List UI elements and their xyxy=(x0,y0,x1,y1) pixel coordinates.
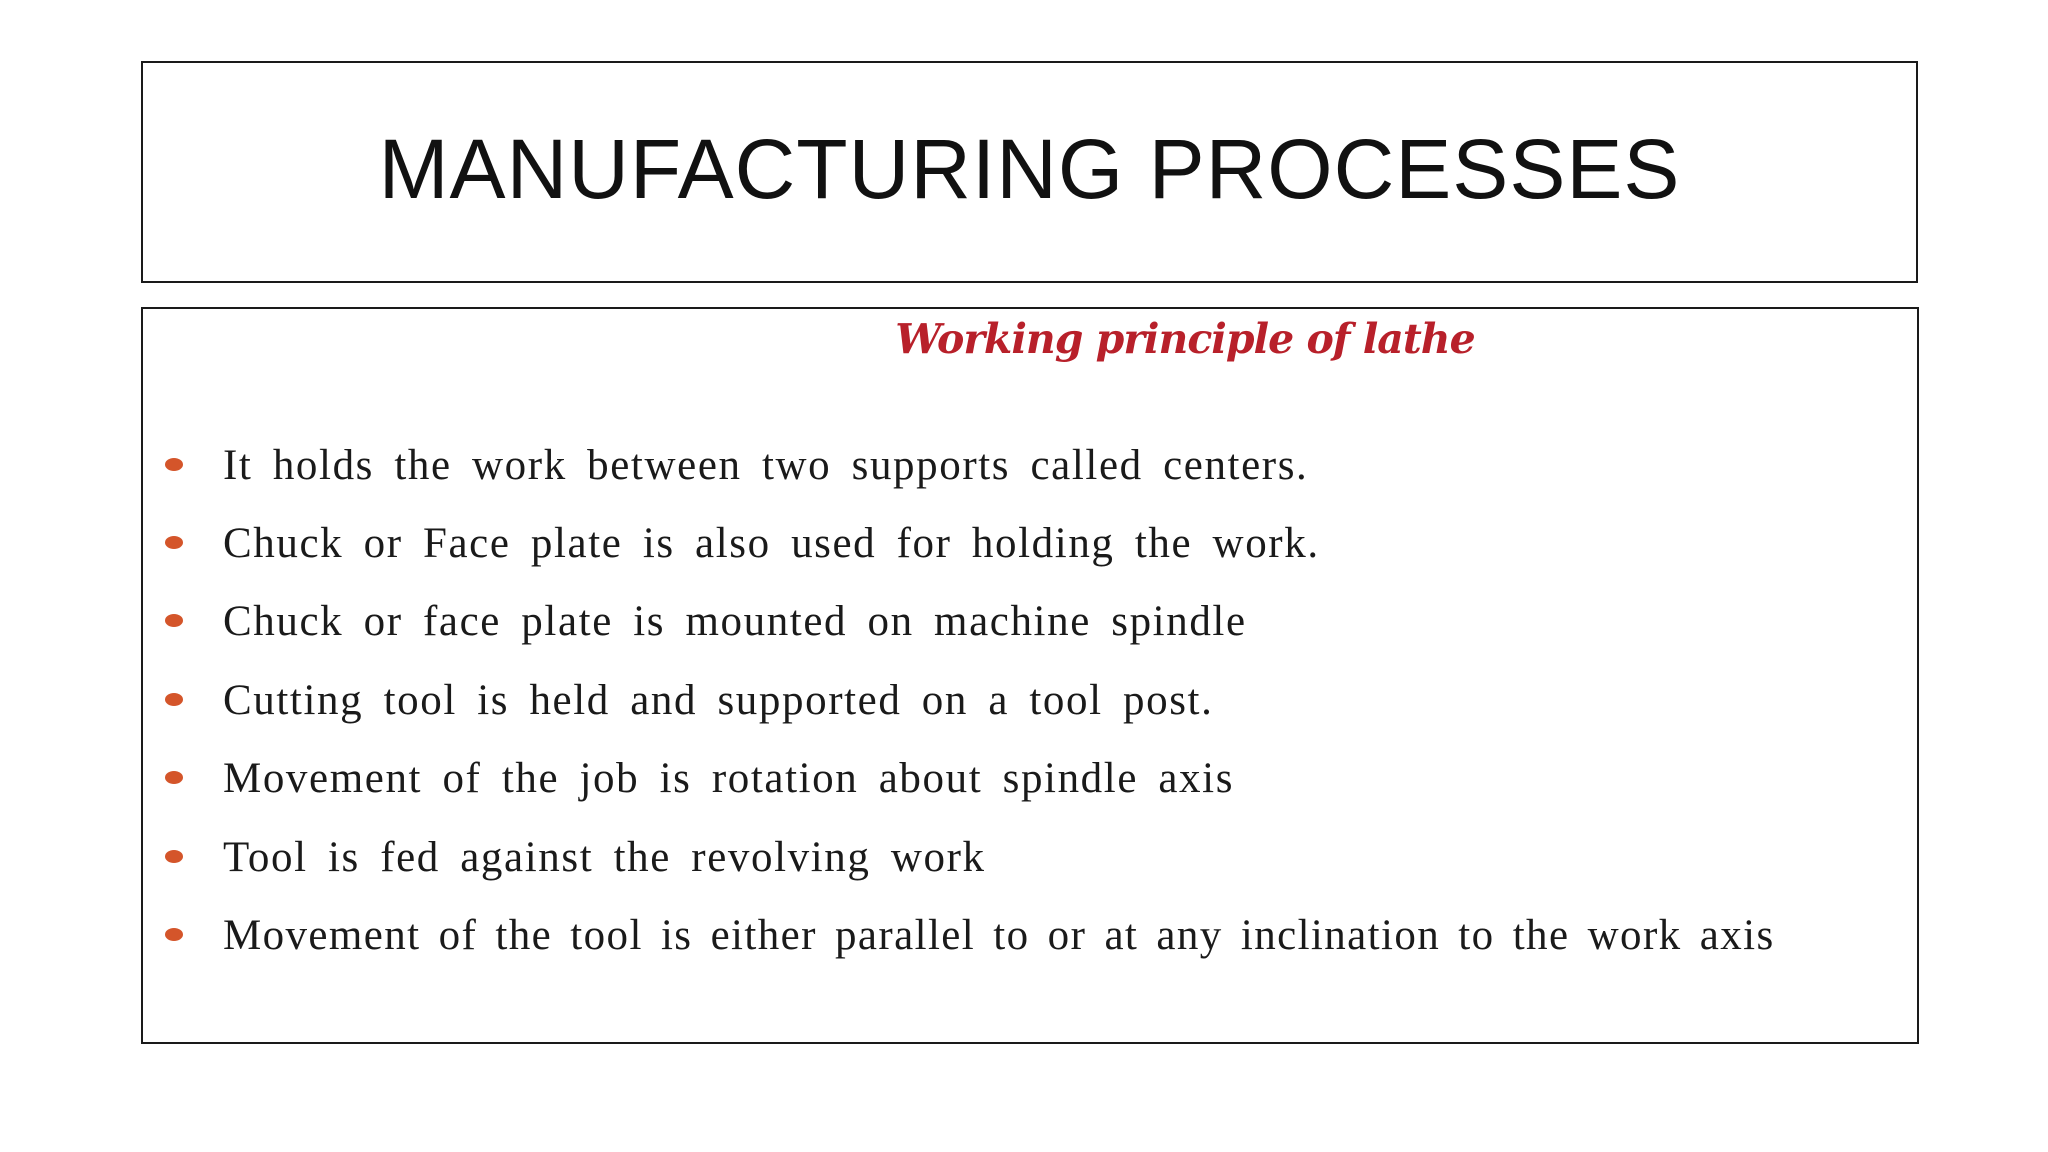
slide-title: MANUFACTURING PROCESSES xyxy=(378,121,1681,216)
bullet-text: Movement of the tool is either parallel to or at any inclination to the work axis xyxy=(223,912,1775,959)
bullet-text: Chuck or face plate is mounted on machine spindle xyxy=(223,598,1247,645)
slide-subtitle: Working principle of lathe xyxy=(895,315,1475,363)
list-item xyxy=(143,906,1917,1046)
bullet-dot-icon xyxy=(165,614,183,627)
bullet-text: Movement of the job is rotation about spindle axis xyxy=(223,755,1235,802)
list-item xyxy=(143,436,1917,496)
bullet-list xyxy=(143,309,1917,1042)
bullet-dot-icon xyxy=(165,771,183,784)
list-item xyxy=(143,671,1917,731)
bullet-text: Cutting tool is held and supported on a tool post. xyxy=(223,677,1214,724)
bullet-dot-icon xyxy=(165,693,183,706)
content-box xyxy=(141,307,1919,1044)
bullet-text: It holds the work between two supports called centers. xyxy=(223,442,1309,489)
bullet-text: Tool is fed against the revolving work xyxy=(223,834,986,881)
list-item xyxy=(143,749,1917,809)
bullet-dot-icon xyxy=(165,928,183,941)
title-box xyxy=(141,61,1918,283)
bullet-text: Chuck or Face plate is also used for holding the work. xyxy=(223,520,1320,567)
bullet-dot-icon xyxy=(165,536,183,549)
bullet-dot-icon xyxy=(165,850,183,863)
list-item xyxy=(143,592,1917,652)
bullet-dot-icon xyxy=(165,458,183,471)
list-item xyxy=(143,514,1917,574)
list-item xyxy=(143,828,1917,888)
